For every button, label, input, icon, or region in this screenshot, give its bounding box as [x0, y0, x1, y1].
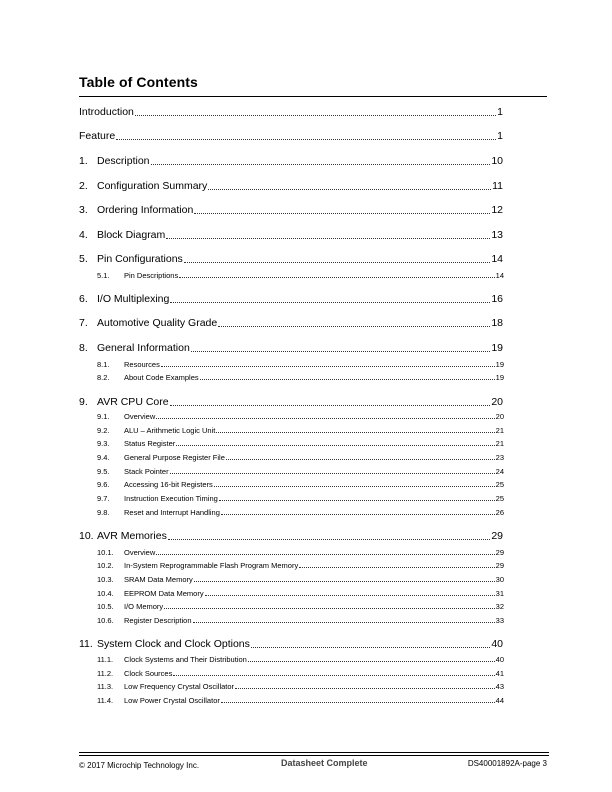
page-title: Table of Contents [79, 74, 198, 90]
toc-entry-number: 9.4. [97, 453, 110, 462]
toc-entry-page: 30 [495, 575, 504, 584]
toc-entry-number: 11.1. [97, 655, 114, 664]
toc-entry-page: 40 [495, 655, 504, 664]
toc-leader-dots [226, 459, 495, 460]
toc-entry-number: 10. [79, 530, 94, 542]
toc-entry-title: Accessing 16-bit Registers [124, 480, 213, 489]
toc-entry-title: Feature [79, 130, 116, 142]
toc-entry[interactable] [79, 697, 504, 705]
toc-leader-dots [299, 567, 494, 568]
toc-entry-number: 5.1. [97, 271, 110, 280]
toc-entry[interactable] [79, 294, 503, 305]
toc-entry[interactable] [79, 531, 503, 542]
footer-rule-bottom [79, 755, 549, 756]
toc-entry-page: 10 [491, 155, 503, 167]
toc-entry-number: 11.4. [97, 696, 114, 705]
toc-entry-number: 11. [79, 638, 93, 650]
toc-entry-title: AVR CPU Core [97, 396, 169, 408]
toc-leader-dots [166, 238, 490, 239]
toc-entry-title: Register Description [124, 616, 192, 625]
toc-entry-number: 7. [79, 317, 88, 329]
footer-page-ref: DS40001892A-page 3 [467, 759, 547, 768]
toc-entry[interactable] [79, 454, 504, 462]
toc-leader-dots [179, 277, 494, 278]
toc-entry-page: 43 [495, 682, 504, 691]
toc-entry-title: Resources [124, 360, 160, 369]
toc-entry[interactable] [79, 670, 504, 678]
toc-entry-number: 6. [79, 293, 88, 305]
toc-leader-dots [194, 213, 490, 214]
toc-entry-page: 19 [495, 360, 504, 369]
toc-entry-title: Clock Systems and Their Distribution [124, 655, 247, 664]
toc-entry-title: I/O Memory [124, 602, 164, 611]
toc-entry-number: 9.8. [97, 508, 110, 517]
toc-entry[interactable] [79, 361, 504, 369]
toc-entry-number: 9.2. [97, 426, 110, 435]
toc-entry[interactable] [79, 468, 504, 476]
toc-leader-dots [170, 405, 491, 406]
toc-entry-number: 8. [79, 342, 88, 354]
toc-leader-dots [170, 302, 490, 303]
toc-entry-title: Automotive Quality Grade [97, 317, 218, 329]
toc-entry-number: 4. [79, 229, 88, 241]
toc-entry-page: 18 [491, 317, 503, 329]
toc-entry-number: 9.6. [97, 480, 110, 489]
toc-entry-title: In-System Reprogrammable Flash Program Memory [124, 561, 299, 570]
toc-entry-title: Overview [124, 548, 156, 557]
toc-entry-title: Pin Configurations [97, 253, 183, 265]
toc-entry[interactable] [79, 562, 504, 570]
toc-entry-page: 13 [491, 229, 503, 241]
toc-entry-title: Block Diagram [97, 229, 166, 241]
toc-entry-page: 1 [497, 106, 503, 118]
toc-leader-dots [235, 688, 495, 689]
toc-entry[interactable] [79, 576, 504, 584]
toc-entry[interactable] [79, 230, 503, 241]
toc-entry-title: General Purpose Register File [124, 453, 225, 462]
toc-entry[interactable] [79, 481, 504, 489]
toc-leader-dots [200, 379, 495, 380]
toc-entry-page: 40 [491, 638, 503, 650]
toc-entry-title: Stack Pointer [124, 467, 169, 476]
toc-leader-dots [194, 581, 495, 582]
toc-entry-page: 19 [491, 342, 503, 354]
toc-entry-page: 29 [495, 561, 504, 570]
toc-leader-dots [173, 675, 494, 676]
toc-entry-number: 8.1. [97, 360, 110, 369]
toc-entry-page: 29 [495, 548, 504, 557]
toc-entry-title: Low Frequency Crystal Oscillator [124, 682, 235, 691]
toc-entry[interactable] [79, 343, 503, 354]
toc-entry-title: I/O Multiplexing [97, 293, 170, 305]
toc-entry[interactable] [79, 107, 503, 118]
toc-entry-title: SRAM Data Memory [124, 575, 193, 584]
toc-entry-page: 23 [495, 453, 504, 462]
toc-entry[interactable] [79, 374, 504, 382]
toc-entry[interactable] [79, 156, 503, 167]
toc-entry[interactable] [79, 205, 503, 216]
footer-copyright: © 2017 Microchip Technology Inc. [79, 761, 200, 770]
toc-entry-number: 10.1. [97, 548, 114, 557]
toc-leader-dots [116, 139, 496, 140]
toc-entry-number: 9.1. [97, 412, 110, 421]
toc-entry-page: 21 [495, 426, 504, 435]
toc-leader-dots [214, 486, 495, 487]
toc-leader-dots [151, 164, 491, 165]
toc-leader-dots [219, 500, 495, 501]
toc-entry-page: 29 [491, 530, 503, 542]
toc-entry[interactable] [79, 181, 503, 192]
toc-entry-page: 20 [495, 412, 504, 421]
toc-entry-number: 9.3. [97, 439, 110, 448]
toc-entry[interactable] [79, 413, 504, 421]
toc-entry-title: Pin Descriptions [124, 271, 179, 280]
toc-leader-dots [205, 595, 495, 596]
toc-entry-title: Clock Sources [124, 669, 173, 678]
toc-leader-dots [164, 608, 494, 609]
toc-entry-page: 19 [495, 373, 504, 382]
toc-entry[interactable] [79, 440, 504, 448]
toc-leader-dots [218, 326, 490, 327]
toc-entry[interactable] [79, 495, 504, 503]
toc-entry[interactable] [79, 603, 504, 611]
toc-entry-title: ALU – Arithmetic Logic Unit [124, 426, 216, 435]
toc-entry[interactable] [79, 397, 503, 408]
toc-entry-number: 11.3. [97, 682, 114, 691]
footer-center-label: Datasheet Complete [281, 758, 368, 768]
toc-entry-page: 24 [495, 467, 504, 476]
toc-entry-page: 1 [497, 130, 503, 142]
toc-entry-number: 10.6. [97, 616, 114, 625]
toc-entry-page: 25 [495, 480, 504, 489]
toc-leader-dots [170, 473, 495, 474]
toc-entry[interactable] [79, 617, 504, 625]
toc-leader-dots [193, 622, 495, 623]
toc-entry-number: 9.7. [97, 494, 110, 503]
toc-entry-page: 16 [491, 293, 503, 305]
toc-leader-dots [221, 514, 495, 515]
toc-entry-page: 14 [491, 253, 503, 265]
toc-entry-page: 44 [495, 696, 504, 705]
footer-rule-top [79, 752, 549, 753]
toc-entry-title: Status Register [124, 439, 176, 448]
toc-entry-number: 10.4. [97, 589, 114, 598]
toc-entry[interactable] [79, 683, 504, 691]
toc-leader-dots [251, 647, 490, 648]
toc-entry-title: Overview [124, 412, 156, 421]
toc-entry-title: Introduction [79, 106, 134, 118]
toc-entry-page: 20 [491, 396, 503, 408]
toc-entry[interactable] [79, 427, 504, 435]
toc-entry-number: 9.5. [97, 467, 110, 476]
toc-leader-dots [248, 661, 495, 662]
toc-entry-title: AVR Memories [97, 530, 167, 542]
toc-leader-dots [168, 539, 490, 540]
toc-entry[interactable] [79, 590, 504, 598]
toc-entry-title: About Code Examples [124, 373, 199, 382]
toc-entry-page: 11 [492, 180, 503, 192]
toc-entry-number: 8.2. [97, 373, 110, 382]
toc-leader-dots [216, 432, 494, 433]
toc-entry-title: Ordering Information [97, 204, 194, 216]
toc-entry-page: 41 [495, 669, 504, 678]
toc-leader-dots [184, 262, 491, 263]
toc-leader-dots [156, 554, 494, 555]
toc-entry[interactable] [79, 509, 504, 517]
toc-entry[interactable] [79, 318, 503, 329]
toc-entry-number: 9. [79, 396, 88, 408]
toc-entry-page: 26 [495, 508, 504, 517]
toc-leader-dots [135, 115, 496, 116]
toc-entry-title: Instruction Execution Timing [124, 494, 218, 503]
toc-entry-title: System Clock and Clock Options [97, 638, 250, 650]
toc-entry-page: 25 [495, 494, 504, 503]
toc-leader-dots [191, 351, 491, 352]
toc-entry[interactable] [79, 656, 504, 664]
toc-entry[interactable] [79, 254, 503, 265]
toc-entry-page: 12 [491, 204, 503, 216]
toc-entry-number: 11.2. [97, 669, 114, 678]
toc-entry-number: 10.2. [97, 561, 114, 570]
toc-entry-page: 33 [495, 616, 504, 625]
toc-entry[interactable] [79, 549, 504, 557]
toc-leader-dots [208, 189, 491, 190]
toc-entry-page: 32 [495, 602, 504, 611]
toc-entry[interactable] [79, 272, 504, 280]
toc-leader-dots [221, 702, 495, 703]
toc-entry-number: 2. [79, 180, 88, 192]
toc-entry-title: Reset and Interrupt Handling [124, 508, 220, 517]
toc-entry-number: 1. [79, 155, 88, 167]
toc-entry-number: 10.5. [97, 602, 114, 611]
toc-entry[interactable] [79, 131, 503, 142]
toc-entry[interactable] [79, 639, 503, 650]
toc-entry-title: Description [97, 155, 150, 167]
toc-entry-page: 21 [495, 439, 504, 448]
toc-leader-dots [176, 445, 494, 446]
toc-entry-title: Configuration Summary [97, 180, 208, 192]
toc-leader-dots [156, 418, 494, 419]
toc-entry-title: General Information [97, 342, 190, 354]
toc-entry-number: 5. [79, 253, 88, 265]
toc-leader-dots [161, 366, 495, 367]
toc-entry-title: EEPROM Data Memory [124, 589, 204, 598]
toc-entry-number: 3. [79, 204, 88, 216]
toc-entry-page: 14 [495, 271, 504, 280]
toc-entry-title: Low Power Crystal Oscillator [124, 696, 220, 705]
toc-entry-number: 10.3. [97, 575, 114, 584]
toc-entry-page: 31 [495, 589, 504, 598]
